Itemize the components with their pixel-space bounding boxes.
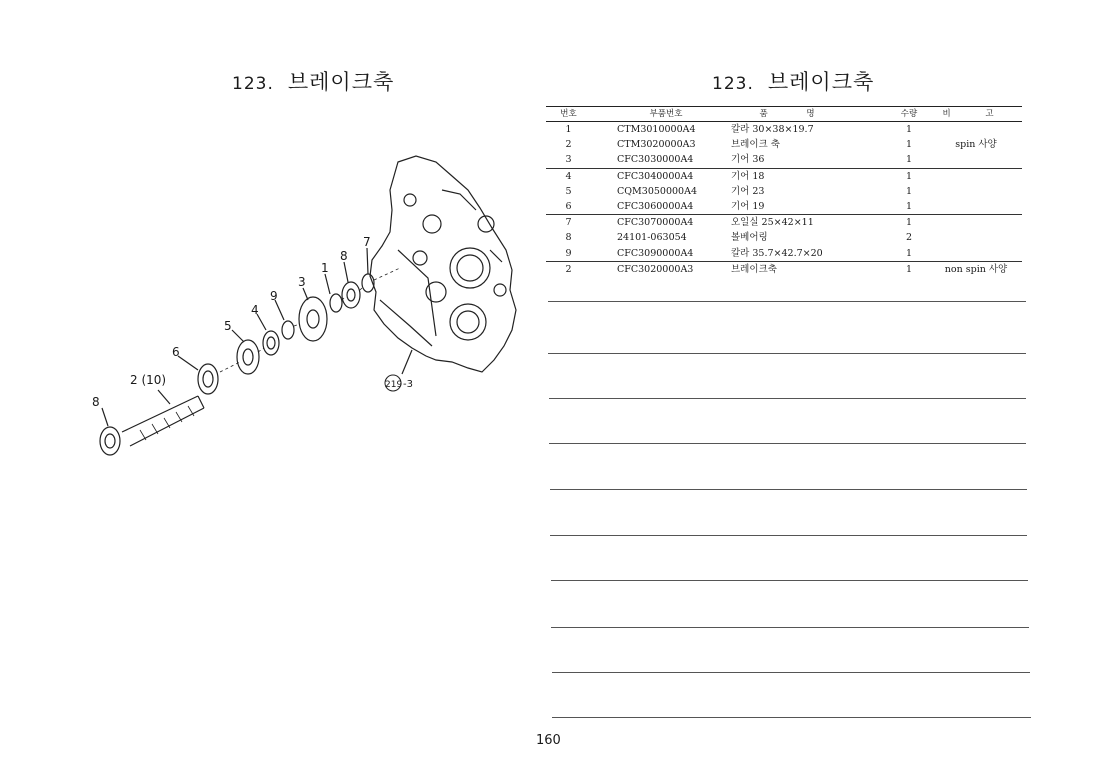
blank-ruled-line [549, 398, 1026, 399]
brake-shaft [122, 396, 204, 446]
left-page-title [232, 66, 394, 96]
ball-bearing-left [100, 427, 120, 455]
blank-ruled-line [552, 717, 1031, 718]
header-remark: 비 고 [942, 109, 1010, 119]
exploded-parts-diagram [80, 150, 540, 470]
callout-5: 5 [224, 319, 232, 333]
table-row: 6 CFC3060000A4 기어 19 1 [546, 199, 1022, 215]
table-row: 2 CTM3020000A3 브레이크 축 1 spin 사양 [565, 139, 997, 151]
table-row: 9 CFC3090000A4 칼라 35.7×42.7×20 1 [546, 246, 1022, 262]
header-name: 품 명 [759, 109, 833, 119]
blank-ruled-line [549, 443, 1026, 444]
reference-circled: 219 [385, 380, 403, 390]
right-title-number: 123. [712, 74, 754, 94]
callout-9: 9 [270, 289, 278, 303]
callout-8-right: 8 [340, 249, 348, 263]
gear-23 [237, 340, 259, 374]
blank-ruled-line [548, 301, 1026, 302]
collar-30 [330, 294, 342, 312]
gear-19 [198, 364, 218, 394]
header-no: 번호 [560, 109, 577, 119]
gear-18 [263, 331, 279, 355]
gear-housing [370, 156, 516, 372]
table-row: 3 CFC3030000A4 기어 36 1 [546, 152, 1022, 168]
right-title-text: 브레이크축 [767, 70, 875, 94]
callout-2-10: 2 (10) [130, 373, 167, 387]
callout-1: 1 [321, 261, 329, 275]
collar-35-7 [282, 321, 294, 339]
callout-7: 7 [363, 235, 371, 249]
table-row: 8 24101-063054 볼베어링 2 [565, 232, 913, 244]
reference-suffix: -3 [403, 379, 413, 390]
table-row: 7 CFC3070000A4 오일실 25×42×11 1 [565, 217, 913, 229]
callout-3: 3 [298, 275, 306, 289]
blank-ruled-line [548, 353, 1026, 354]
header-part-no: 부품번호 [649, 109, 683, 119]
callout-8-left: 8 [92, 395, 100, 409]
table-header [546, 106, 1022, 122]
left-title-number: 123. [232, 74, 274, 94]
blank-ruled-line [552, 672, 1030, 673]
gear-36 [299, 297, 327, 341]
blank-ruled-line [550, 535, 1027, 536]
blank-ruled-line [550, 489, 1027, 490]
table-row: 4 CFC3040000A4 기어 18 1 [565, 170, 913, 182]
left-title-text: 브레이크축 [287, 70, 395, 94]
table-row: 2 CFC3020000A3 브레이크축 1 non spin 사양 [565, 263, 1008, 275]
header-qty: 수량 [900, 109, 918, 119]
parts-table [546, 106, 1022, 277]
callout-6: 6 [172, 345, 180, 359]
table-row: 1 CTM3010000A4 칼라 30×38×19.7 1 [565, 124, 913, 135]
blank-ruled-line [551, 580, 1028, 581]
page-number: 160 [536, 733, 561, 748]
blank-ruled-line [551, 627, 1029, 628]
ball-bearing-right [342, 282, 360, 308]
right-page-title [712, 66, 874, 96]
callout-4: 4 [251, 303, 259, 317]
table-row: 5 CQM3050000A4 기어 23 1 [565, 185, 913, 197]
